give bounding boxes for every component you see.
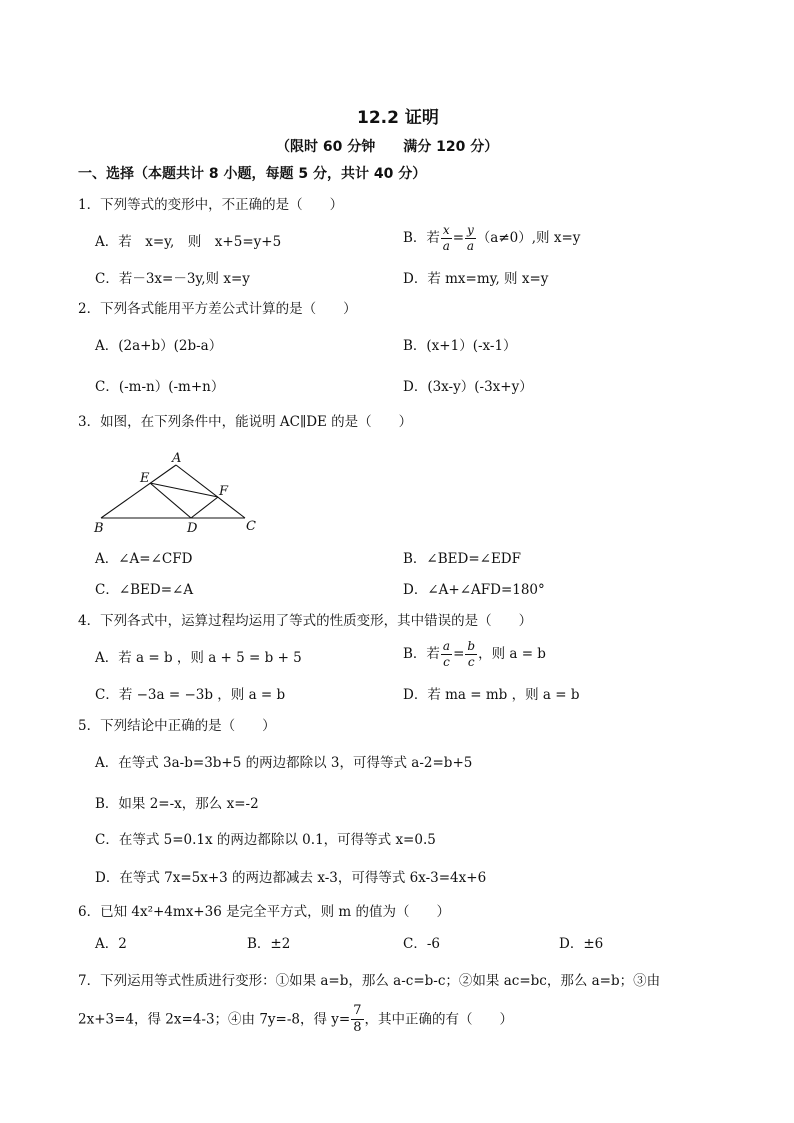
q1-b-fraction-2 <box>465 224 476 253</box>
q1-b-suffix: （a≠0）,则 x=y <box>476 230 581 247</box>
q1-stem: 1．下列等式的变形中，不正确的是（ ） <box>78 197 344 213</box>
q7-line2 <box>78 1004 513 1036</box>
q4-b-fraction-1 <box>441 640 452 669</box>
q2-option-c: C．(-m-n）(-m+n） <box>95 379 225 395</box>
q5-option-a: A．在等式 3a-b=3b+5 的两边都除以 3，可得等式 a-2=b+5 <box>95 755 473 771</box>
q7-frac-den: 8 <box>353 1020 362 1036</box>
q7-line2-prefix: 2x+3=4，得 2x=4-3；④由 7y=-8，得 y= <box>78 1011 351 1028</box>
q7-line1: 7．下列运用等式性质进行变形：①如果 a=b，那么 a-c=b-c；②如果 ac=bc，那么 a=b；③由 <box>78 973 661 989</box>
q4-option-a: A．若 a = b ，则 a + 5 = b + 5 <box>95 650 302 666</box>
q1-option-c: C．若－3x=－3y,则 x=y <box>95 271 250 287</box>
page-title: 12.2 证明 <box>357 108 439 128</box>
q4-option-d: D．若 ma = mb ，则 a = b <box>403 687 580 703</box>
q3-option-b: B．∠BED=∠EDF <box>403 551 521 567</box>
q3-geometry-figure <box>88 448 268 538</box>
q6-option-a: A．2 <box>95 936 127 952</box>
q1-b-frac2-den: a <box>466 239 474 254</box>
label-A: A <box>172 451 182 466</box>
q3-option-a: A．∠A=∠CFD <box>95 551 193 567</box>
q6-option-b: B．±2 <box>247 936 291 952</box>
q5-option-d: D．在等式 7x=5x+3 的两边都减去 x-3，可得等式 6x-3=4x+6 <box>95 870 487 886</box>
q1-b-frac1-num: x <box>441 224 452 239</box>
q2-stem: 2．下列各式能用平方差公式计算的是（ ） <box>78 301 357 317</box>
q2-option-b: B．(x+1）(-x-1） <box>403 338 517 354</box>
q1-b-frac1-den: a <box>442 239 450 254</box>
label-E: E <box>140 471 150 486</box>
section-heading: 一、选择（本题共计 8 小题，每题 5 分，共计 40 分） <box>78 166 427 182</box>
page-subtitle: （限时 60 分钟 满分 120 分） <box>276 139 499 155</box>
q2-option-d: D．(3x-y）(-3x+y） <box>403 379 533 395</box>
q4-b-frac1-num: a <box>441 640 452 655</box>
q5-option-c: C．在等式 5=0.1x 的两边都除以 0.1，可得等式 x=0.5 <box>95 832 436 848</box>
q5-stem: 5．下列结论中正确的是（ ） <box>78 718 276 734</box>
q2-option-a: A．(2a+b）(2b-a） <box>95 338 223 354</box>
q1-option-a: A．若 x=y, 则 x+5=y+5 <box>95 234 282 250</box>
q4-option-c: C．若 −3a = −3b ，则 a = b <box>95 687 286 703</box>
q1-option-b <box>403 224 580 253</box>
q6-stem: 6．已知 4x²+4mx+36 是完全平方式，则 m 的值为（ ） <box>78 904 450 920</box>
q4-stem: 4．下列各式中，运算过程均运用了等式的性质变形，其中错误的是（ ） <box>78 613 533 629</box>
label-B: B <box>94 521 104 536</box>
q4-option-b <box>403 640 546 669</box>
q4-b-suffix: ，则 a = b <box>478 646 546 663</box>
q1-b-equals: = <box>452 230 465 247</box>
q7-fraction <box>351 1004 363 1036</box>
q1-b-prefix: B．若 <box>403 230 440 247</box>
q3-stem: 3．如图，在下列条件中，能说明 AC∥DE 的是（ ） <box>78 414 413 430</box>
label-D: D <box>187 521 198 536</box>
label-F: F <box>219 484 229 499</box>
q3-option-c: C．∠BED=∠A <box>95 582 194 598</box>
q4-b-frac2-num: b <box>465 640 477 655</box>
q4-b-frac1-den: c <box>443 655 450 670</box>
q1-b-fraction-1 <box>441 224 452 253</box>
q6-option-d: D．±6 <box>559 936 604 952</box>
q5-option-b: B．如果 2=-x，那么 x=-2 <box>95 796 259 812</box>
q4-b-prefix: B．若 <box>403 646 440 663</box>
q6-option-c: C．-6 <box>403 936 440 952</box>
q1-b-frac2-num: y <box>465 224 476 239</box>
q3-option-d: D．∠A+∠AFD=180° <box>403 582 545 598</box>
q7-line2-suffix: ，其中正确的有（ ） <box>364 1011 514 1028</box>
q4-b-fraction-2 <box>465 640 477 669</box>
q4-b-frac2-den: c <box>467 655 475 670</box>
q7-frac-num: 7 <box>351 1004 363 1020</box>
q1-option-d: D．若 mx=my, 则 x=y <box>403 271 549 287</box>
label-C: C <box>246 519 256 534</box>
q4-b-equals: = <box>453 646 465 663</box>
